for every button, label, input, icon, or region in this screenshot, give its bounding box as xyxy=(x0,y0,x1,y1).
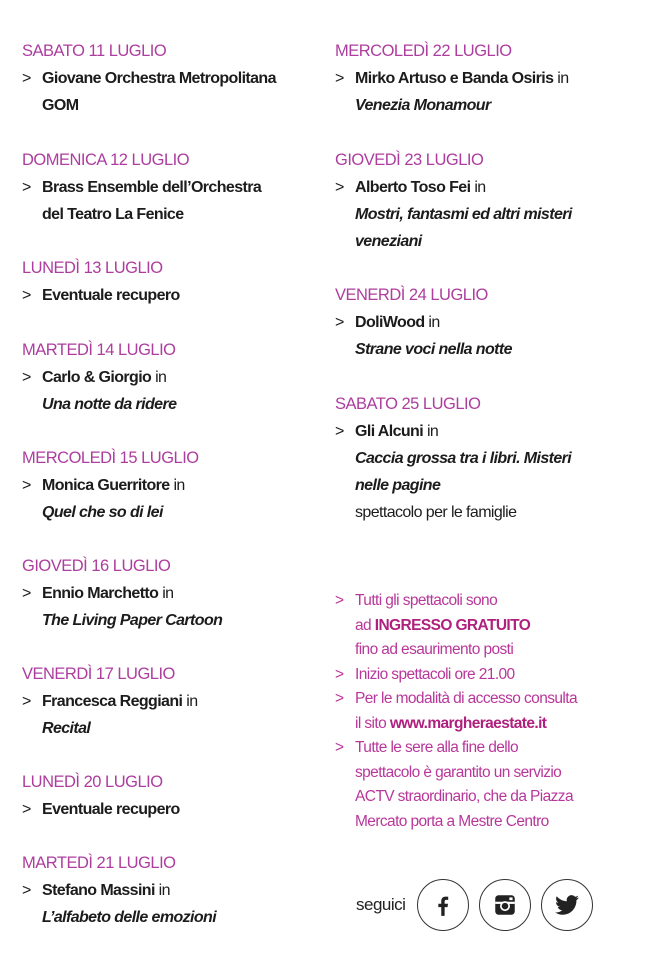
event-entry xyxy=(22,255,322,309)
arrow-icon: > xyxy=(335,179,344,196)
free-entry-highlight: INGRESSO GRATUITO xyxy=(374,616,531,634)
event-performer: Alberto Toso Fei xyxy=(355,179,471,196)
event-connector: in xyxy=(162,585,174,602)
event-date: LUNEDÌ 20 LUGLIO xyxy=(22,773,163,791)
event-date: SABATO 11 LUGLIO xyxy=(22,42,167,60)
event-connector: in xyxy=(155,369,167,386)
event-entry xyxy=(22,553,322,634)
event-date: MARTEDÌ 14 LUGLIO xyxy=(22,341,176,359)
event-show-title: veneziani xyxy=(355,233,422,250)
arrow-icon: > xyxy=(335,665,344,683)
info-notes: > Tutti gli spettacoli sono ad INGRESSO GRATUITO fino ad esaurimento posti > Inizio spettacoli ore 21.00 > Per le modalità di accesso consulta il sito www.margheraestate.it > Tutte le sere alla fine dello spettacolo è garantito un servizio ACTV straordinario, che da Piazza Mercato porta a Mestre Centro xyxy=(335,589,635,834)
note-start-time: > Inizio spettacoli ore 21.00 xyxy=(335,663,635,688)
event-entry xyxy=(22,445,322,526)
event-connector: in xyxy=(426,423,439,440)
event-title-line xyxy=(22,65,322,92)
event-date: VENERDÌ 17 LUGLIO xyxy=(22,665,175,683)
event-performer: Eventuale recupero xyxy=(42,287,180,304)
event-show-title: Venezia Monamour xyxy=(355,97,491,114)
note-free-entry: > Tutti gli spettacoli sono xyxy=(335,589,635,614)
event-performer: Francesca Reggiani xyxy=(42,693,183,710)
event-show-title: Caccia grossa tra i libri. Misteri xyxy=(355,450,572,467)
event-title-line xyxy=(335,418,635,445)
event-entry xyxy=(22,337,322,418)
event-show-title: L’alfabeto delle emozioni xyxy=(42,909,217,926)
social-follow xyxy=(356,880,603,930)
arrow-icon: > xyxy=(22,477,31,494)
event-entry xyxy=(22,661,322,742)
event-date: SABATO 25 LUGLIO xyxy=(335,395,481,413)
event-entry xyxy=(335,38,635,119)
facebook-icon[interactable] xyxy=(417,879,469,931)
note-access: > Per le modalità di accesso consulta xyxy=(335,687,635,712)
event-show-title: Quel che so di lei xyxy=(42,504,163,521)
event-date: VENERDÌ 24 LUGLIO xyxy=(335,286,488,304)
arrow-icon: > xyxy=(22,882,31,899)
event-performer: Carlo & Giorgio xyxy=(42,369,152,386)
event-performer: Gli Alcuni xyxy=(355,423,424,440)
event-title-line xyxy=(22,877,322,904)
event-title-line xyxy=(22,174,322,201)
arrow-icon: > xyxy=(335,70,344,87)
event-title-line xyxy=(22,201,322,228)
event-entry xyxy=(335,282,635,363)
event-title-line xyxy=(22,282,322,309)
event-performer: Monica Guerritore xyxy=(42,477,170,494)
arrow-icon: > xyxy=(335,690,344,707)
event-title-line xyxy=(22,688,322,715)
event-entry xyxy=(22,769,322,823)
event-performer: Ennio Marchetto xyxy=(42,585,159,602)
website-link[interactable]: www.margheraestate.it xyxy=(389,714,547,732)
event-connector: in xyxy=(186,693,198,710)
event-date: GIOVEDÌ 23 LUGLIO xyxy=(335,151,484,169)
event-date: MARTEDÌ 21 LUGLIO xyxy=(22,854,176,872)
instagram-icon[interactable] xyxy=(479,879,531,931)
event-entry xyxy=(335,391,635,526)
event-performer: Eventuale recupero xyxy=(42,801,180,818)
event-title-line xyxy=(335,65,635,92)
event-show-title: Recital xyxy=(42,720,91,737)
event-show-title: The Living Paper Cartoon xyxy=(42,612,223,629)
arrow-icon: > xyxy=(22,585,31,602)
twitter-icon[interactable] xyxy=(541,879,593,931)
event-connector: in xyxy=(428,314,440,331)
event-title-line xyxy=(22,796,322,823)
event-entry xyxy=(22,147,322,228)
event-show-title: Mostri, fantasmi ed altri misteri xyxy=(355,206,572,223)
event-connector: in xyxy=(173,477,185,494)
event-date: GIOVEDÌ 16 LUGLIO xyxy=(22,557,171,575)
arrow-icon: > xyxy=(335,423,344,440)
event-performer: del Teatro La Fenice xyxy=(42,206,184,223)
follow-label: seguici xyxy=(356,895,406,914)
event-show-title: nelle pagine xyxy=(355,477,441,494)
arrow-icon: > xyxy=(22,287,31,304)
event-connector: in xyxy=(158,882,170,899)
event-title-line xyxy=(335,174,635,201)
arrow-icon: > xyxy=(22,70,31,87)
event-title-line xyxy=(22,580,322,607)
event-date: MERCOLEDÌ 22 LUGLIO xyxy=(335,42,512,60)
event-show-title: Strane voci nella notte xyxy=(355,341,512,358)
event-title-line xyxy=(22,472,322,499)
event-performer: GOM xyxy=(42,97,79,114)
event-entry xyxy=(335,147,635,255)
arrow-icon: > xyxy=(22,369,31,386)
event-title-line xyxy=(22,364,322,391)
event-performer: Giovane Orchestra Metropolitana xyxy=(42,70,276,87)
arrow-icon: > xyxy=(335,314,344,331)
event-title-line xyxy=(335,309,635,336)
event-date: MERCOLEDÌ 15 LUGLIO xyxy=(22,449,199,467)
event-show-title: Una notte da ridere xyxy=(42,396,177,413)
event-date: LUNEDÌ 13 LUGLIO xyxy=(22,259,163,277)
event-connector: in xyxy=(557,70,569,87)
arrow-icon: > xyxy=(22,801,31,818)
event-performer: Brass Ensemble dell’Orchestra xyxy=(42,179,262,196)
event-title-line xyxy=(22,92,322,119)
event-entry xyxy=(22,38,322,119)
arrow-icon: > xyxy=(22,179,31,196)
event-date: DOMENICA 12 LUGLIO xyxy=(22,151,190,169)
arrow-icon: > xyxy=(22,693,31,710)
arrow-icon: > xyxy=(335,739,344,756)
event-performer: Mirko Artuso e Banda Osiris xyxy=(355,70,554,87)
arrow-icon: > xyxy=(335,592,344,609)
event-note: spettacolo per le famiglie xyxy=(355,504,517,521)
note-transport: > Tutte le sere alla fine dello xyxy=(335,736,635,761)
event-connector: in xyxy=(474,179,486,196)
event-entry xyxy=(22,850,322,931)
event-performer: Stefano Massini xyxy=(42,882,155,899)
event-performer: DoliWood xyxy=(355,314,425,331)
